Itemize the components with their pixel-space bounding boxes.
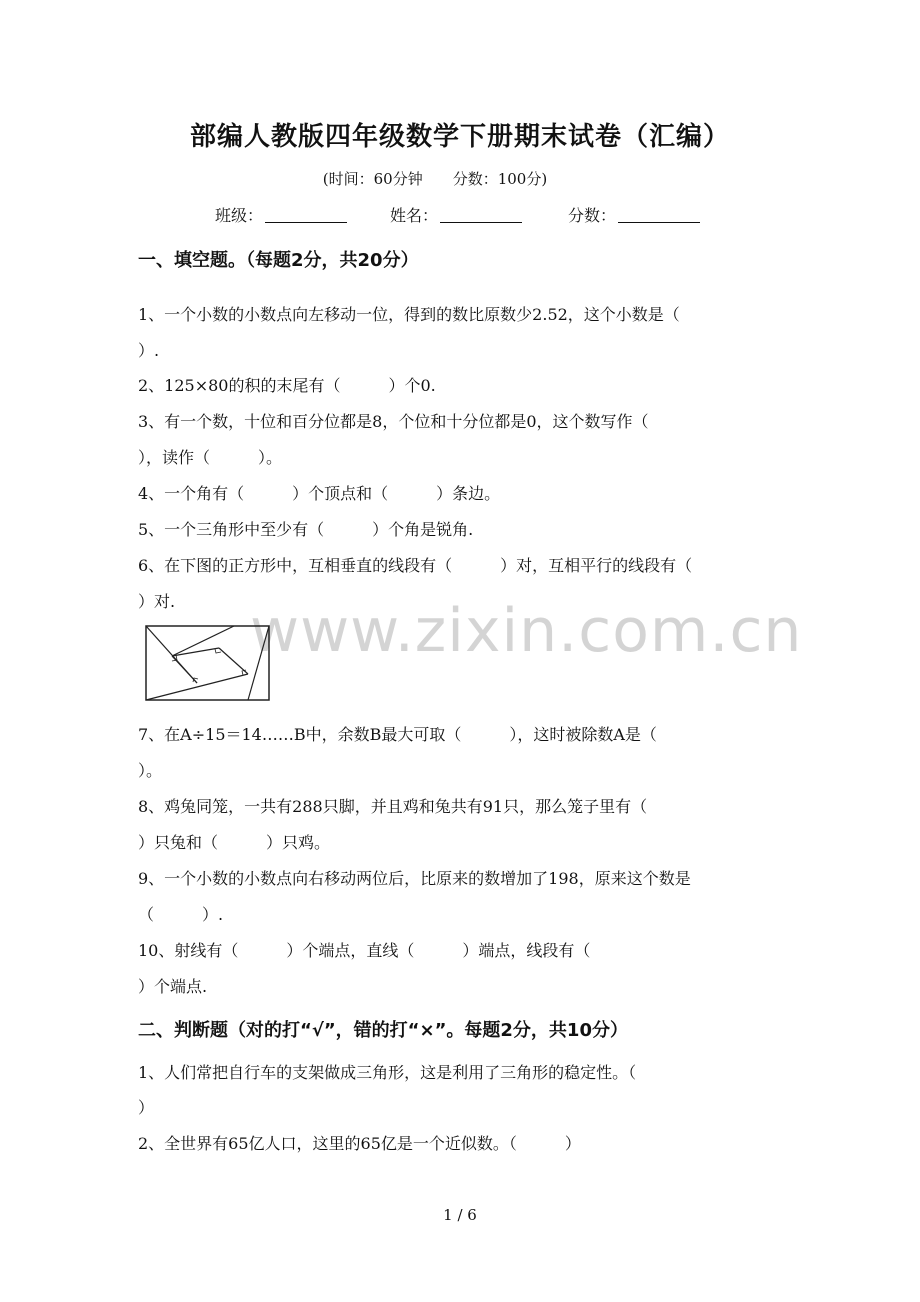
question-line: 1、一个小数的小数点向左移动一位，得到的数比原数少2.52，这个小数是（: [138, 305, 680, 324]
diagonal-top: [172, 626, 234, 656]
page-title: 部编人教版四年级数学下册期末试卷（汇编）: [189, 122, 730, 152]
score-blank: [618, 208, 700, 223]
exam-time-score: (时间：60分钟 分数：100分): [322, 170, 548, 188]
inner-right-edge: [219, 648, 248, 674]
page-number: 1 / 6: [443, 1206, 477, 1224]
class-label: 班级：: [215, 206, 264, 225]
class-field: [215, 203, 347, 226]
diagonal-bottom: [146, 674, 248, 700]
question-line: 8、鸡兔同笼，一共有288只脚，并且鸡和兔共有91只，那么笼子里有（: [138, 797, 648, 816]
question-line: ）对.: [138, 592, 176, 611]
question-line: 7、在A÷15＝14……B中，余数B最大可取（ ），这时被除数A是（: [138, 725, 657, 744]
question-line: （ ）.: [138, 905, 224, 924]
question-line: 6、在下图的正方形中，互相垂直的线段有（ ）对，互相平行的线段有（: [138, 556, 693, 575]
question-line: 2、125×80的积的末尾有（ ）个0.: [138, 376, 436, 395]
score-label: 分数：: [568, 206, 617, 225]
question-line: 4、一个角有（ ）个顶点和（ ）条边。: [138, 484, 501, 503]
question-line: 2、全世界有65亿人口，这里的65亿是一个近似数。（ ）: [138, 1134, 581, 1153]
name-label: 姓名：: [390, 206, 439, 225]
question-line: 5、一个三角形中至少有（ ）个角是锐角.: [138, 520, 474, 539]
section-heading-true-false: 二、判断题（对的打“√”，错的打“×”。每题2分，共10分）: [138, 1020, 628, 1041]
question-line: 3、有一个数，十位和百分位都是8，个位和十分位都是0，这个数写作（: [138, 412, 649, 431]
question-line: ）: [138, 1098, 155, 1117]
class-blank: [265, 208, 347, 223]
question-line: 9、一个小数的小数点向右移动两位后，比原来的数增加了198，原来这个数是: [138, 869, 691, 888]
square-figure: [144, 624, 272, 704]
question-line: 1、人们常把自行车的支架做成三角形，这是利用了三角形的稳定性。（: [138, 1063, 637, 1082]
question-line: ）个端点.: [138, 977, 208, 996]
question-line: ）只兔和（ ）只鸡。: [138, 833, 331, 852]
question-line: 10、射线有（ ）个端点，直线（ ）端点，线段有（: [138, 941, 591, 960]
name-blank: [440, 208, 522, 223]
watermark: www.zixin.com.cn: [250, 596, 803, 666]
score-field: [568, 203, 700, 226]
question-line: ），读作（ ）。: [138, 448, 283, 467]
diagonal-right: [248, 626, 269, 700]
question-line: ）.: [138, 341, 160, 360]
question-line: ）。: [138, 761, 163, 780]
name-field: [390, 203, 522, 226]
section-heading-fill-in: 一、填空题。（每题2分，共20分）: [138, 250, 419, 271]
